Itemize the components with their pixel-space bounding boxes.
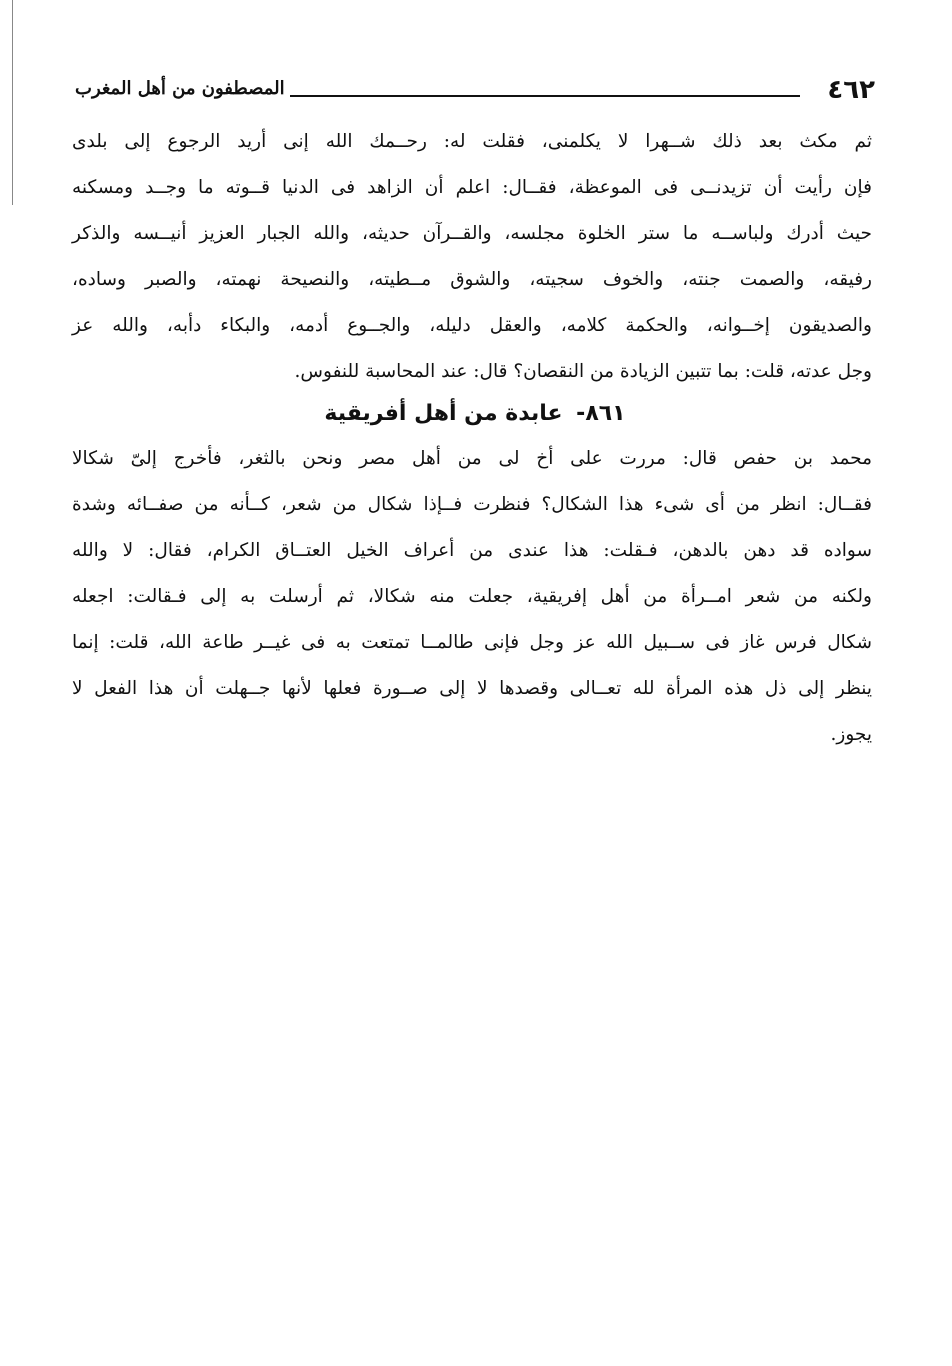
page-number: ٤٦٢ [827, 75, 875, 105]
text-line: محمد بن حفص قال: مررت على أخ لى من أهل مصر ونحن بالثغر، فأخرج إلىّ شكالا [72, 448, 872, 469]
text-line: فإن رأيت أن تزيدنــى فى الموعظة، فقــال: اعلم أن الزاهد فى الدنيا قــوته ما وجــد ومسكنه [72, 177, 872, 198]
section-heading [75, 394, 875, 434]
text-line: رفيقه، والصمت جنته، والخوف سجيته، والشوق مــطيته، والنصيحة نهمته، والصبر وساده، [72, 269, 872, 290]
paragraph-continued [72, 119, 872, 395]
text-line: فقــال: انظر من أى شىء هذا الشكال؟ فنظرت فــإذا شكال من شعر، كــأنه من صفــائه وشدة [72, 494, 872, 515]
text-line: ثم مكث بعد ذلك شــهرا لا يكلمنى، فقلت له: رحــمك الله إنى أريد الرجوع إلى بلدى [72, 131, 872, 152]
header-rule [290, 95, 800, 97]
scan-edge-line [12, 0, 13, 205]
running-title: المصطفون من أهل المغرب [75, 78, 285, 99]
section-number: ٨٦١- [576, 401, 626, 426]
text-line: ولكنه من شعر امــرأة من أهل إفريقية، جعلت منه شكالا، ثم أرسلت به إلى فـقالت: اجعله [72, 586, 872, 607]
text-line: يجوز. [830, 724, 872, 745]
text-line: ينظر إلى ذل هذه المرأة لله تعــالى وقصدها لا إلى صــورة فعلها لأنها جــهلت أن هذا الفعل لا [72, 678, 872, 699]
text-line: سواده قد دهن بالدهن، فـقلت: هذا عندى من أعراف الخيل العتــاق الكرام، فقال: لا والله [72, 540, 872, 561]
text-line: حيث أدرك ولباســه ما ستر الخلوة مجلسه، والقــرآن حديثه، والله الجبار العزيز أنيــسه والذكر [72, 223, 872, 244]
page-header [75, 72, 875, 112]
text-line: وجل عدته، قلت: بما تتبين الزيادة من النقصان؟ قال: عند المحاسبة للنفوس. [294, 361, 872, 382]
text-line: والصديقون إخــوانه، والحكمة كلامه، والعقل دليله، والجــوع أدمه، والبكاء دأبه، والله عز [72, 315, 872, 336]
paragraph-section [72, 436, 872, 758]
section-title: عابدة من أهل أفريقية [324, 401, 563, 426]
text-line: شكال فرس غاز فى ســبيل الله عز وجل فإنى طالمــا تمتعت به فى غيــر طاعة الله، قلت: إنما [72, 632, 872, 653]
